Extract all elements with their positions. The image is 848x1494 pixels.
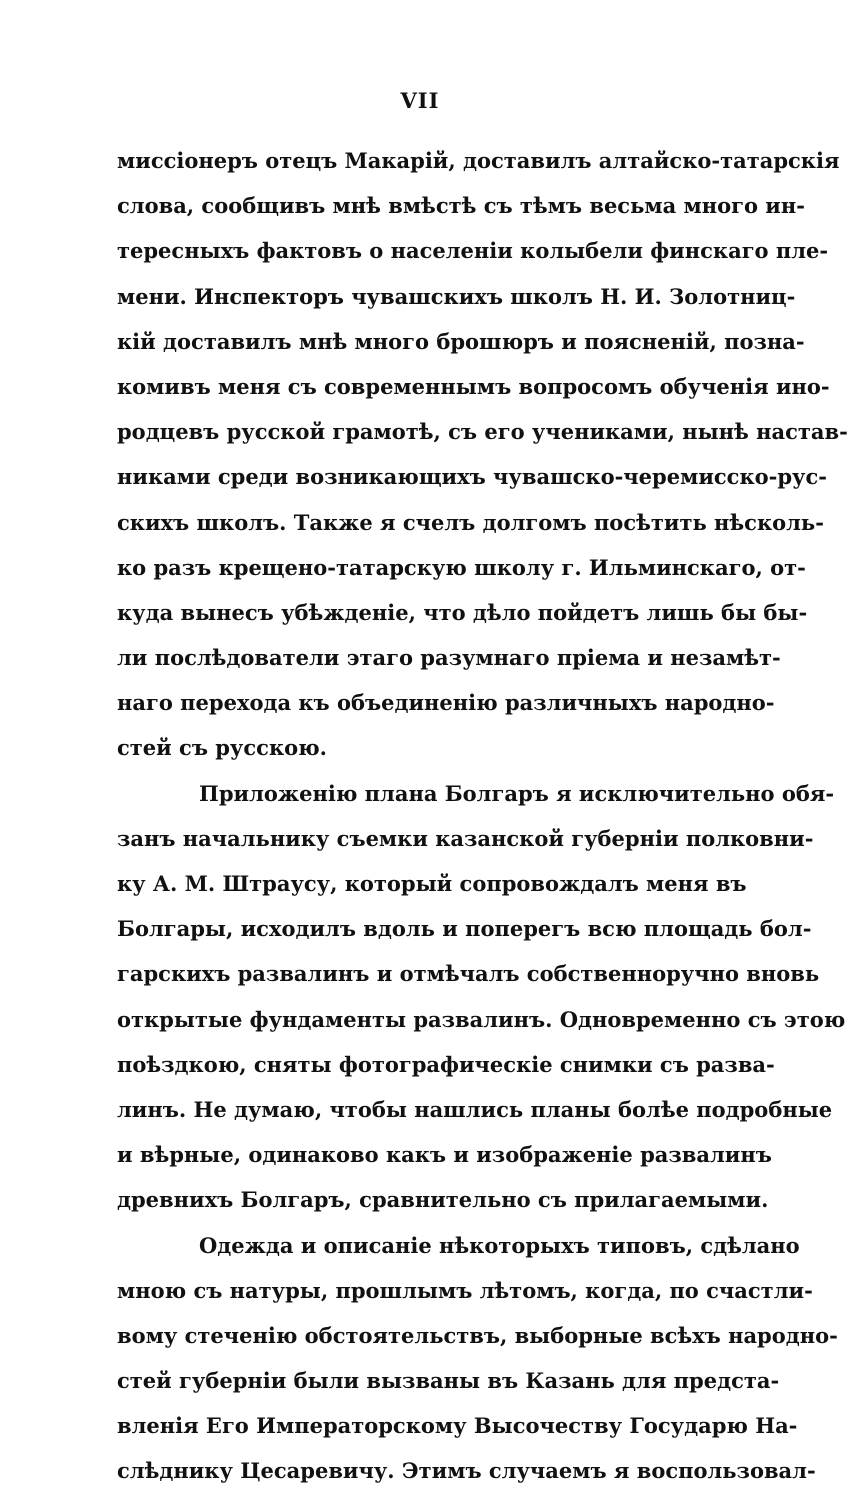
text-line: открытые фундаменты развалинъ. Одновременно съ этою: [117, 1006, 846, 1032]
text-line: вому стеченію обстоятельствъ, выборные всѣхъ народно-: [117, 1322, 838, 1348]
paragraph: [117, 771, 846, 1223]
text-line: древнихъ Болгаръ, сравнительно съ прилагаемыми.: [117, 1187, 769, 1213]
text-line: мною съ натуры, прошлымъ лѣтомъ, когда, по счастли-: [117, 1277, 813, 1303]
page-number: VII: [400, 88, 440, 113]
text-line: ку А. М. Штраусу, который сопровождалъ меня въ: [117, 871, 747, 896]
text-line: линъ. Не думаю, чтобы нашлись планы болѣе подробные: [117, 1096, 833, 1122]
text-line: Болгары, исходилъ вдоль и поперегъ всю площадь бол-: [117, 916, 812, 942]
text-line: гарскихъ развалинъ и отмѣчалъ собственноручно вновь: [117, 961, 820, 987]
text-line: миссіонеръ отецъ Макарій, доставилъ алтайско-татарскія: [117, 148, 840, 173]
text-line: и вѣрные, одинаково какъ и изображеніе развалинъ: [117, 1142, 772, 1168]
text-line: ли послѣдователи этаго разумнаго пріема и незамѣт-: [117, 645, 781, 671]
text-line: тересныхъ фактовъ о населеніи колыбели финскаго пле-: [117, 238, 829, 264]
text-line: слѣднику Цесаревичу. Этимъ случаемъ я воспользовал-: [117, 1458, 816, 1484]
text-line: Одежда и описаніе нѣкоторыхъ типовъ, сдѣлано: [199, 1232, 800, 1258]
text-line: никами среди возникающихъ чувашско-черемисско-рус-: [117, 464, 827, 490]
text-line: слова, сообщивъ мнѣ вмѣстѣ съ тѣмъ весьма много ин-: [117, 193, 805, 219]
text-line: родцевъ русской грамотѣ, съ его учениками, нынѣ настав-: [117, 419, 848, 445]
text-line: вленія Его Императорскому Высочеству Государю На-: [117, 1413, 798, 1439]
text-line: скихъ школъ. Также я счелъ долгомъ посѣтить нѣсколь-: [117, 509, 824, 535]
text-line: комивъ меня съ современнымъ вопросомъ обученія ино-: [117, 373, 830, 399]
text-line: поѣздкою, сняты фотографическіе снимки съ разва-: [117, 1051, 775, 1077]
text-line: мени. Инспекторъ чувашскихъ школъ Н. И. Золотниц-: [117, 283, 796, 309]
text-line: кій доставилъ мнѣ много брошюръ и поясненій, позна-: [117, 328, 805, 354]
text-line: занъ начальнику съемки казанской губерніи полковни-: [117, 825, 814, 851]
text-line: стей губерніи были вызваны въ Казань для предста-: [117, 1368, 780, 1394]
paragraph: [117, 138, 848, 771]
text-line: Приложенію плана Болгаръ я исключительно обя-: [199, 780, 835, 806]
body-text: [117, 138, 848, 1494]
paragraph: [117, 1223, 838, 1494]
text-line: наго перехода къ объединенію различныхъ народно-: [117, 690, 775, 716]
text-line: ко разъ крещено-татарскую школу г. Ильминскаго, от-: [117, 554, 806, 580]
text-line: куда вынесъ убѣжденіе, что дѣло пойдетъ лишь бы бы-: [117, 599, 808, 625]
text-line: стей съ русскою.: [117, 735, 327, 761]
